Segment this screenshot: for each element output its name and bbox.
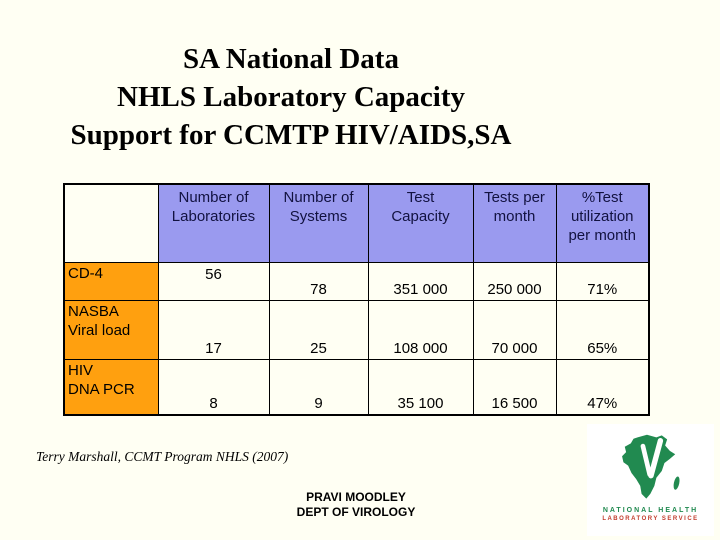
col-header-number-of-systems: Number of Systems [269,184,368,262]
title-line-3: Support for CCMTP HIV/AIDS,SA [70,119,512,151]
data-cell: 16 500 [473,359,556,415]
col-header-test-capacity: Test Capacity [368,184,473,262]
row-label-nasba-viral-load: NASBA Viral load [64,300,158,359]
presenter-dept: DEPT OF VIROLOGY [296,505,416,519]
col-header-tests-per-month: Tests per month [473,184,556,262]
data-cell: 70 000 [473,300,556,359]
presenter-name: PRAVI MOODLEY [306,490,406,504]
logo-name-line1: NATIONAL HEALTH [602,507,699,514]
row-label-cd4: CD-4 [64,262,158,300]
data-cell: 25 [269,300,368,359]
data-cell: 65% [556,300,649,359]
title-line-1: SA National Data [183,43,399,75]
data-cell: 78 [269,262,368,300]
header-row [64,184,649,262]
table-row-hiv-dna-pcr [64,359,649,415]
data-cell: 71% [556,262,649,300]
nhls-logo [587,424,714,536]
table-row-cd4 [64,262,649,300]
citation: Terry Marshall, CCMT Program NHLS (2007) [36,449,289,464]
data-cell: 351 000 [368,262,473,300]
row-label-hiv-dna-pcr: HIV DNA PCR [64,359,158,415]
data-cell: 17 [158,300,269,359]
data-cell: 47% [556,359,649,415]
title-line-2: NHLS Laboratory Capacity [117,81,465,113]
slide-title [8,40,574,154]
data-cell: 250 000 [473,262,556,300]
data-cell: 35 100 [368,359,473,415]
capacity-table [63,183,650,416]
data-cell: 8 [158,359,269,415]
col-header-test-utilization: %Test utilization per month [556,184,649,262]
data-cell: 56 [158,262,269,300]
data-cell: 9 [269,359,368,415]
logo-name-line2: LABORATORY SERVICE [602,516,699,522]
africa-map-icon [587,432,714,506]
data-cell: 108 000 [368,300,473,359]
table-row-nasba-viral-load [64,300,649,359]
col-header-number-of-laboratories: Number of Laboratories [158,184,269,262]
corner-cell [64,184,158,262]
capacity-table-wrapper [63,183,650,416]
